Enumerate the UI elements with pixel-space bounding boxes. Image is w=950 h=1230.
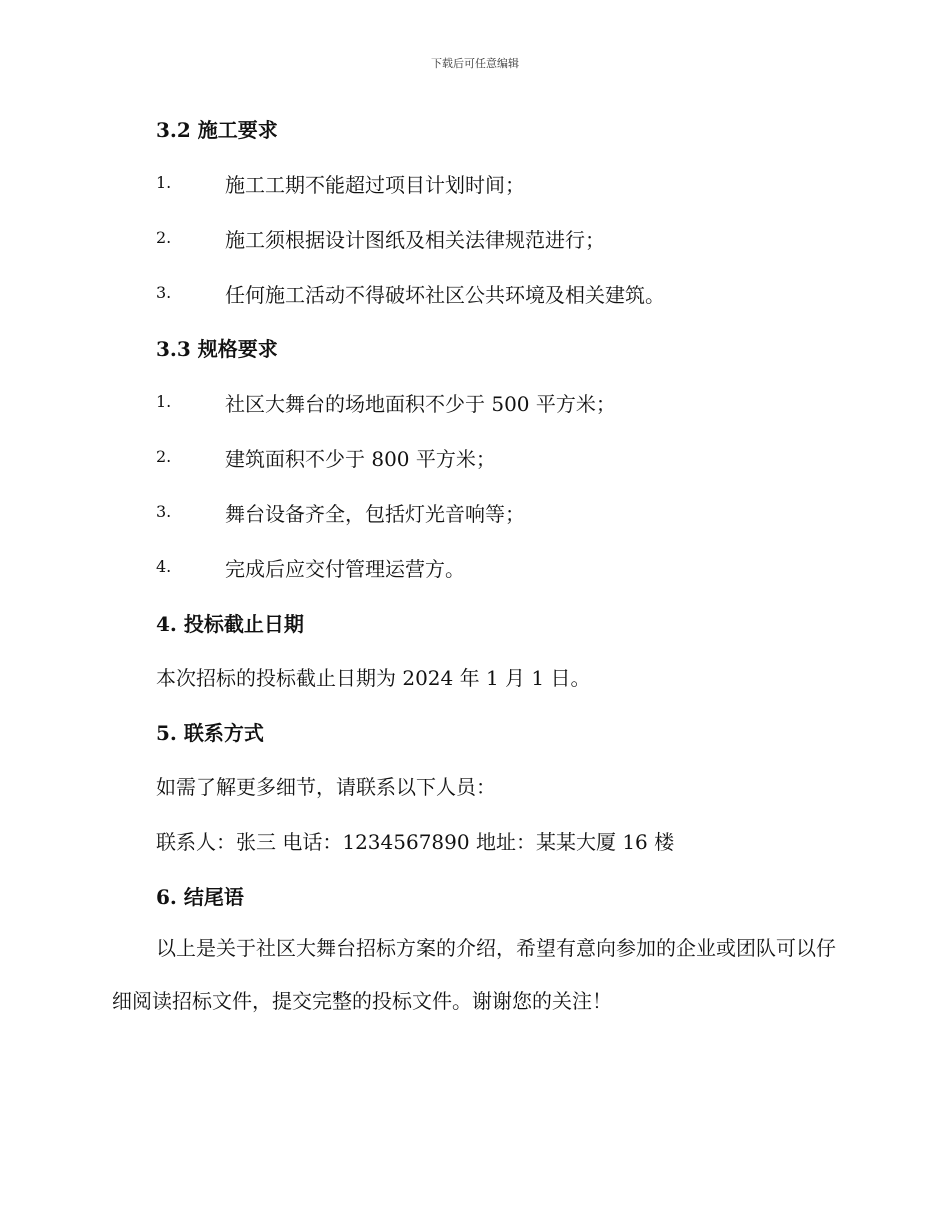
list-item-text: 任何施工活动不得破坏社区公共环境及相关建筑。: [225, 283, 665, 307]
section-3-3-heading: 3.3 规格要求: [156, 337, 278, 361]
section-3-2-heading: 3.2 施工要求: [156, 118, 278, 142]
list-item-number: 2.: [156, 228, 172, 247]
list-item-number: 3.: [156, 283, 172, 302]
list-item-text: 完成后应交付管理运营方。: [225, 557, 465, 581]
list-item-text: 舞台设备齐全，包括灯光音响等；: [225, 502, 525, 526]
contact-intro: 如需了解更多细节，请联系以下人员：: [156, 775, 496, 799]
header-note: 下载后可任意编辑: [431, 57, 519, 70]
section-5-heading: 5. 联系方式: [156, 721, 264, 745]
section-4-heading: 4. 投标截止日期: [156, 612, 304, 636]
list-item-number: 4.: [156, 557, 172, 576]
list-item-text: 施工须根据设计图纸及相关法律规范进行；: [225, 228, 605, 252]
section-6-heading: 6. 结尾语: [156, 885, 244, 909]
list-item-number: 3.: [156, 502, 172, 521]
deadline-text: 本次招标的投标截止日期为 2024 年 1 月 1 日。: [156, 666, 591, 690]
list-item-number: 2.: [156, 447, 172, 466]
list-item-number: 1.: [156, 392, 172, 411]
list-item-text: 施工工期不能超过项目计划时间；: [225, 173, 525, 197]
list-item-number: 1.: [156, 173, 172, 192]
contact-details: 联系人：张三 电话：1234567890 地址：某某大厦 16 楼: [156, 830, 675, 854]
list-item-text: 社区大舞台的场地面积不少于 500 平方米；: [225, 392, 616, 416]
list-item-text: 建筑面积不少于 800 平方米；: [225, 447, 496, 471]
closing-paragraph: 以上是关于社区大舞台招标方案的介绍，希望有意向参加的企业或团队可以仔细阅读招标文件，提交完整的投标文件。谢谢您的关注！: [112, 936, 836, 1013]
